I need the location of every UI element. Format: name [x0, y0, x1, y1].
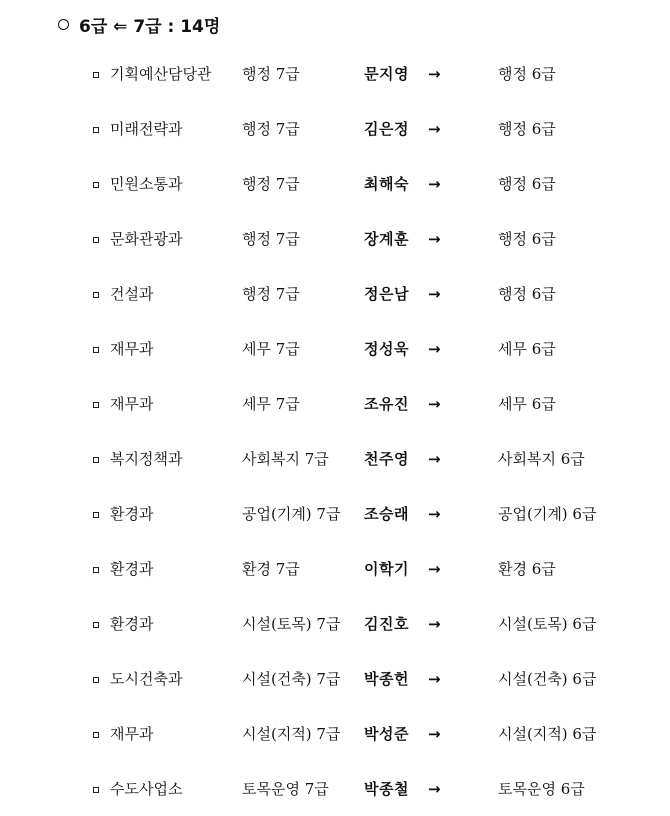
- list-item: [0, 101, 670, 156]
- from-grade: 행정 7급: [242, 285, 300, 303]
- person-name: 박종헌: [364, 670, 409, 688]
- person-name: 문지영: [364, 65, 409, 83]
- list-item: [0, 266, 670, 321]
- person-name: 정성욱: [364, 340, 409, 358]
- department-label: 민원소통과: [110, 175, 183, 193]
- to-grade: 행정 6급: [498, 120, 556, 138]
- person-name: 박종철: [364, 780, 409, 798]
- list-item: [0, 376, 670, 431]
- from-grade: 시설(건축) 7급: [242, 670, 341, 688]
- person-name: 최해숙: [364, 175, 409, 193]
- right-arrow-icon: →: [428, 119, 441, 138]
- person-name: 조유진: [364, 395, 409, 413]
- from-grade: 시설(토목) 7급: [242, 615, 341, 633]
- department-label: 환경과: [110, 505, 154, 523]
- circle-bullet-icon: [58, 19, 69, 30]
- list-item: [0, 596, 670, 651]
- department-label: 환경과: [110, 615, 154, 633]
- from-grade: 세무 7급: [242, 395, 300, 413]
- right-arrow-icon: →: [428, 394, 441, 413]
- square-bullet-icon: [93, 402, 99, 408]
- department-label: 기획예산담당관: [110, 65, 212, 83]
- square-bullet-icon: [93, 732, 99, 738]
- square-bullet-icon: [93, 182, 99, 188]
- right-arrow-icon: →: [428, 284, 441, 303]
- from-grade: 행정 7급: [242, 230, 300, 248]
- right-arrow-icon: →: [428, 504, 441, 523]
- list-item: [0, 651, 670, 706]
- square-bullet-icon: [93, 347, 99, 353]
- from-grade: 행정 7급: [242, 65, 300, 83]
- person-name: 조승래: [364, 505, 409, 523]
- right-arrow-icon: →: [428, 779, 441, 798]
- department-label: 수도사업소: [110, 780, 183, 798]
- square-bullet-icon: [93, 512, 99, 518]
- right-arrow-icon: →: [428, 559, 441, 578]
- right-arrow-icon: →: [428, 64, 441, 83]
- to-grade: 토목운영 6급: [498, 780, 585, 798]
- right-arrow-icon: →: [428, 669, 441, 688]
- department-label: 환경과: [110, 560, 154, 578]
- promotion-list: [0, 46, 670, 816]
- section-header-text: 6급 ⇐ 7급 : 14명: [79, 16, 221, 37]
- square-bullet-icon: [93, 237, 99, 243]
- to-grade: 세무 6급: [498, 395, 556, 413]
- department-label: 재무과: [110, 340, 154, 358]
- to-grade: 행정 6급: [498, 285, 556, 303]
- right-arrow-icon: →: [428, 339, 441, 358]
- list-item: [0, 541, 670, 596]
- department-label: 건설과: [110, 285, 154, 303]
- right-arrow-icon: →: [428, 174, 441, 193]
- person-name: 정은남: [364, 285, 409, 303]
- from-grade: 토목운영 7급: [242, 780, 329, 798]
- list-item: [0, 706, 670, 761]
- list-item: [0, 211, 670, 266]
- list-item: [0, 46, 670, 101]
- right-arrow-icon: →: [428, 614, 441, 633]
- square-bullet-icon: [93, 127, 99, 133]
- square-bullet-icon: [93, 457, 99, 463]
- to-grade: 사회복지 6급: [498, 450, 585, 468]
- department-label: 재무과: [110, 725, 154, 743]
- department-label: 미래전략과: [110, 120, 183, 138]
- list-item: [0, 321, 670, 376]
- department-label: 재무과: [110, 395, 154, 413]
- department-label: 도시건축과: [110, 670, 183, 688]
- to-grade: 시설(토목) 6급: [498, 615, 597, 633]
- to-grade: 공업(기계) 6급: [498, 505, 597, 523]
- list-item: [0, 156, 670, 211]
- list-item: [0, 486, 670, 541]
- section-header: [58, 10, 220, 38]
- square-bullet-icon: [93, 787, 99, 793]
- person-name: 천주영: [364, 450, 409, 468]
- right-arrow-icon: →: [428, 449, 441, 468]
- to-grade: 행정 6급: [498, 230, 556, 248]
- from-grade: 시설(지적) 7급: [242, 725, 341, 743]
- to-grade: 시설(지적) 6급: [498, 725, 597, 743]
- list-item: [0, 431, 670, 486]
- from-grade: 행정 7급: [242, 120, 300, 138]
- square-bullet-icon: [93, 72, 99, 78]
- from-grade: 사회복지 7급: [242, 450, 329, 468]
- from-grade: 공업(기계) 7급: [242, 505, 341, 523]
- square-bullet-icon: [93, 292, 99, 298]
- to-grade: 환경 6급: [498, 560, 556, 578]
- department-label: 문화관광과: [110, 230, 183, 248]
- right-arrow-icon: →: [428, 229, 441, 248]
- square-bullet-icon: [93, 677, 99, 683]
- department-label: 복지정책과: [110, 450, 183, 468]
- to-grade: 행정 6급: [498, 175, 556, 193]
- person-name: 장계훈: [364, 230, 409, 248]
- right-arrow-icon: →: [428, 724, 441, 743]
- person-name: 박성준: [364, 725, 409, 743]
- to-grade: 시설(건축) 6급: [498, 670, 597, 688]
- from-grade: 세무 7급: [242, 340, 300, 358]
- square-bullet-icon: [93, 622, 99, 628]
- person-name: 김진호: [364, 615, 409, 633]
- from-grade: 환경 7급: [242, 560, 300, 578]
- square-bullet-icon: [93, 567, 99, 573]
- person-name: 김은정: [364, 120, 409, 138]
- person-name: 이학기: [364, 560, 409, 578]
- to-grade: 행정 6급: [498, 65, 556, 83]
- from-grade: 행정 7급: [242, 175, 300, 193]
- to-grade: 세무 6급: [498, 340, 556, 358]
